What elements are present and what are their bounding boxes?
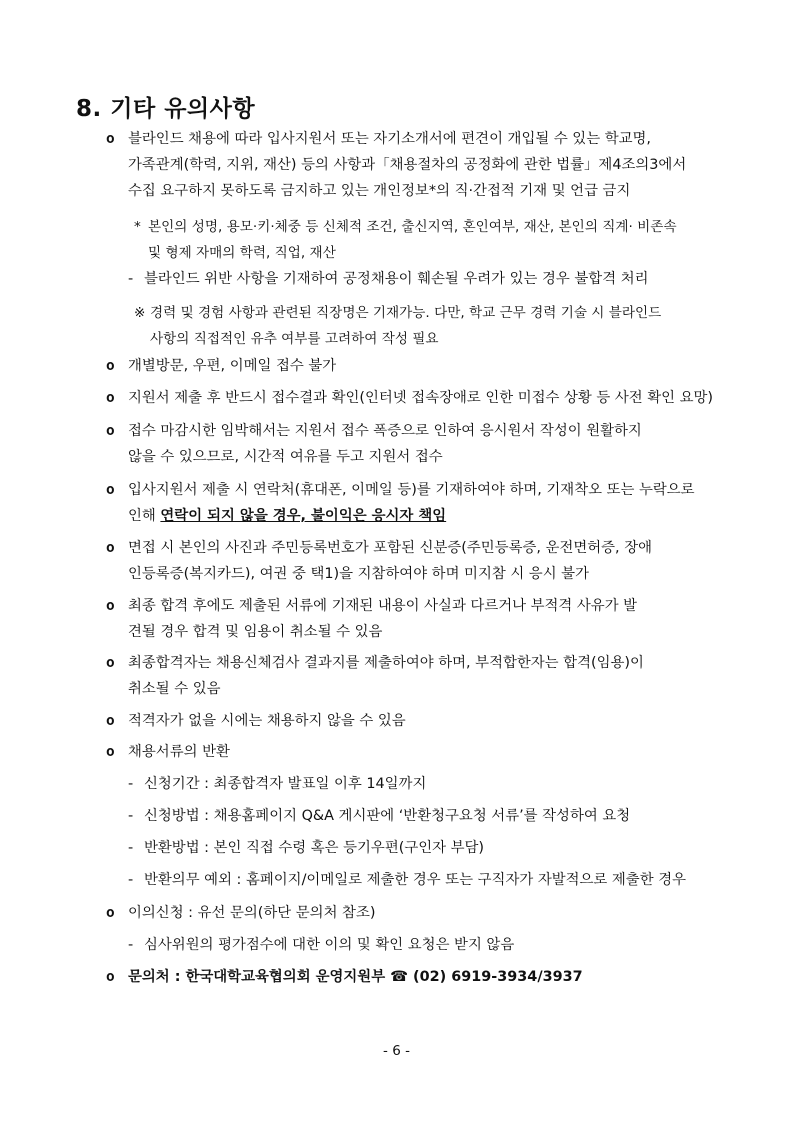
bullet-dash: - [128,776,134,792]
medical-line-2: 취소될 수 있음 [128,681,221,697]
contact-line-2 [128,503,695,529]
contact-emphasis: 연락이 되지 않을 경우, 불이익은 응시자 책임 [160,508,447,524]
list-item-id-card [106,535,736,587]
objection-text: 이의신청 : 유선 문의(하단 문의처 참조) [128,905,376,921]
blind-violation-text: 블라인드 위반 사항을 기재하여 공정채용이 훼손될 우려가 있는 경우 불합격 처리 [144,271,649,287]
sub-item-objection-note [128,932,738,958]
bullet-circle: o [106,540,115,556]
list-item-no-hire [106,708,736,734]
list-item-objection [106,900,736,926]
bullet-dash: - [128,872,134,888]
bullet-circle: o [106,390,115,406]
sub-item-return-period [128,771,738,797]
contact-line-1: 입사지원서 제출 시 연락처(휴대폰, 이메일 등)를 기재하여야 하며, 기재착오 또는 누락으로 [128,482,695,498]
bullet-circle: o [106,482,115,498]
return-method-text: 신청방법 : 채용홈페이지 Q&A 게시판에 ‘반환청구요청 서류’를 작성하여 요청 [144,808,631,824]
medical-line-1: 최종합격자는 채용신체검사 결과지를 제출하여야 하며, 부적합한자는 합격(임용)이 [128,655,644,671]
objection-note-text: 심사위원의 평가점수에 대한 이의 및 확인 요청은 받지 않음 [144,937,515,953]
no-hire-text: 적격자가 없을 시에는 채용하지 않을 수 있음 [128,713,406,729]
bullet-circle: o [106,713,115,729]
return-period-text: 신청기간 : 최종합격자 발표일 이후 14일까지 [144,776,427,792]
list-item-confirm-receipt [106,385,736,411]
sub-item-return-way [128,835,738,861]
list-item-deadline [106,418,736,470]
note-career-remark [134,300,734,352]
bullet-dash: - [128,808,134,824]
note-personal-info [134,214,734,266]
blind-line-3: 수집 요구하지 못하도록 금지하고 있는 개인정보*의 직·간접적 기재 및 언급 금지 [128,183,631,199]
no-visit-text: 개별방문, 우편, 이메일 접수 불가 [128,358,337,374]
page-number: - 6 - [383,1043,410,1059]
list-item-no-visit [106,353,736,379]
list-item-medical-check [106,650,736,702]
false-info-line-2: 견될 경우 합격 및 임용이 취소될 수 있음 [128,624,383,640]
note-line-1: 본인의 성명, 용모·키·체중 등 신체적 조건, 출신지역, 혼인여부, 재산, 본인의 직계· 비존속 [148,219,677,235]
bullet-circle: o [106,131,115,147]
sub-item-return-method [128,803,738,829]
return-docs-text: 채용서류의 반환 [128,744,230,760]
deadline-line-2: 않을 수 있으므로, 시간적 여유를 두고 지원서 접수 [128,449,443,465]
list-item-inquiry [106,964,736,990]
bullet-circle: o [106,358,115,374]
bullet-dash: - [128,937,134,953]
bullet-asterisk: * [134,219,141,235]
id-card-line-1: 면접 시 본인의 사진과 주민등록번호가 포함된 신분증(주민등록증, 운전면허증, 장애 [128,540,653,556]
contact-line-2-prefix: 인해 [128,508,161,524]
note-line-2: 및 형제 자매의 학력, 직업, 재산 [148,245,336,261]
list-item-false-info [106,593,736,645]
id-card-line-2: 인등록증(복지카드), 여권 중 택1)을 지참하여야 하며 미지참 시 응시 불가 [128,566,589,582]
sub-item-blind-violation [128,266,738,292]
list-item-return-docs [106,739,736,765]
bullet-circle: o [106,655,115,671]
bullet-dash: - [128,840,134,856]
return-exception-text: 반환의무 예외 : 홈페이지/이메일로 제출한 경우 또는 구직자가 자발적으로 제출한 경우 [144,872,686,888]
bullet-dash: - [128,271,134,287]
bullet-circle: o [106,598,115,614]
blind-line-2: 가족관계(학력, 지위, 재산) 등의 사항과「채용절차의 공정화에 관한 법률」제4조의3에서 [128,157,687,173]
confirm-text: 지원서 제출 후 반드시 접수결과 확인(인터넷 접속장애로 인한 미접수 상황 등 사전 확인 요망) [128,390,714,406]
list-item-contact-info [106,477,736,529]
bullet-circle: o [106,423,115,439]
bullet-circle: o [106,744,115,760]
bullet-circle: o [106,905,115,921]
remark-line-2: 사항의 직접적인 유추 여부를 고려하여 작성 필요 [150,331,439,347]
remark-line-1: 경력 및 경험 사항과 관련된 직장명은 기재가능. 다만, 학교 근무 경력 기술 시 블라인드 [150,305,662,321]
section-heading: 8. 기타 유의사항 [76,96,256,122]
return-way-text: 반환방법 : 본인 직접 수령 혹은 등기우편(구인자 부담) [144,840,485,856]
blind-line-1: 블라인드 채용에 따라 입사지원서 또는 자기소개서에 편견이 개입될 수 있는 학교명, [128,131,651,147]
bullet-reference-mark: ※ [134,305,146,321]
bullet-circle: o [106,969,115,985]
sub-item-return-exception [128,867,738,893]
deadline-line-1: 접수 마감시한 임박해서는 지원서 접수 폭증으로 인하여 응시원서 작성이 원활하지 [128,423,642,439]
inquiry-text: 문의처 : 한국대학교육협의회 운영지원부 ☎ (02) 6919-3934/3937 [128,969,583,985]
list-item-blind-hiring [106,126,736,204]
false-info-line-1: 최종 합격 후에도 제출된 서류에 기재된 내용이 사실과 다르거나 부적격 사유가 발 [128,598,638,614]
